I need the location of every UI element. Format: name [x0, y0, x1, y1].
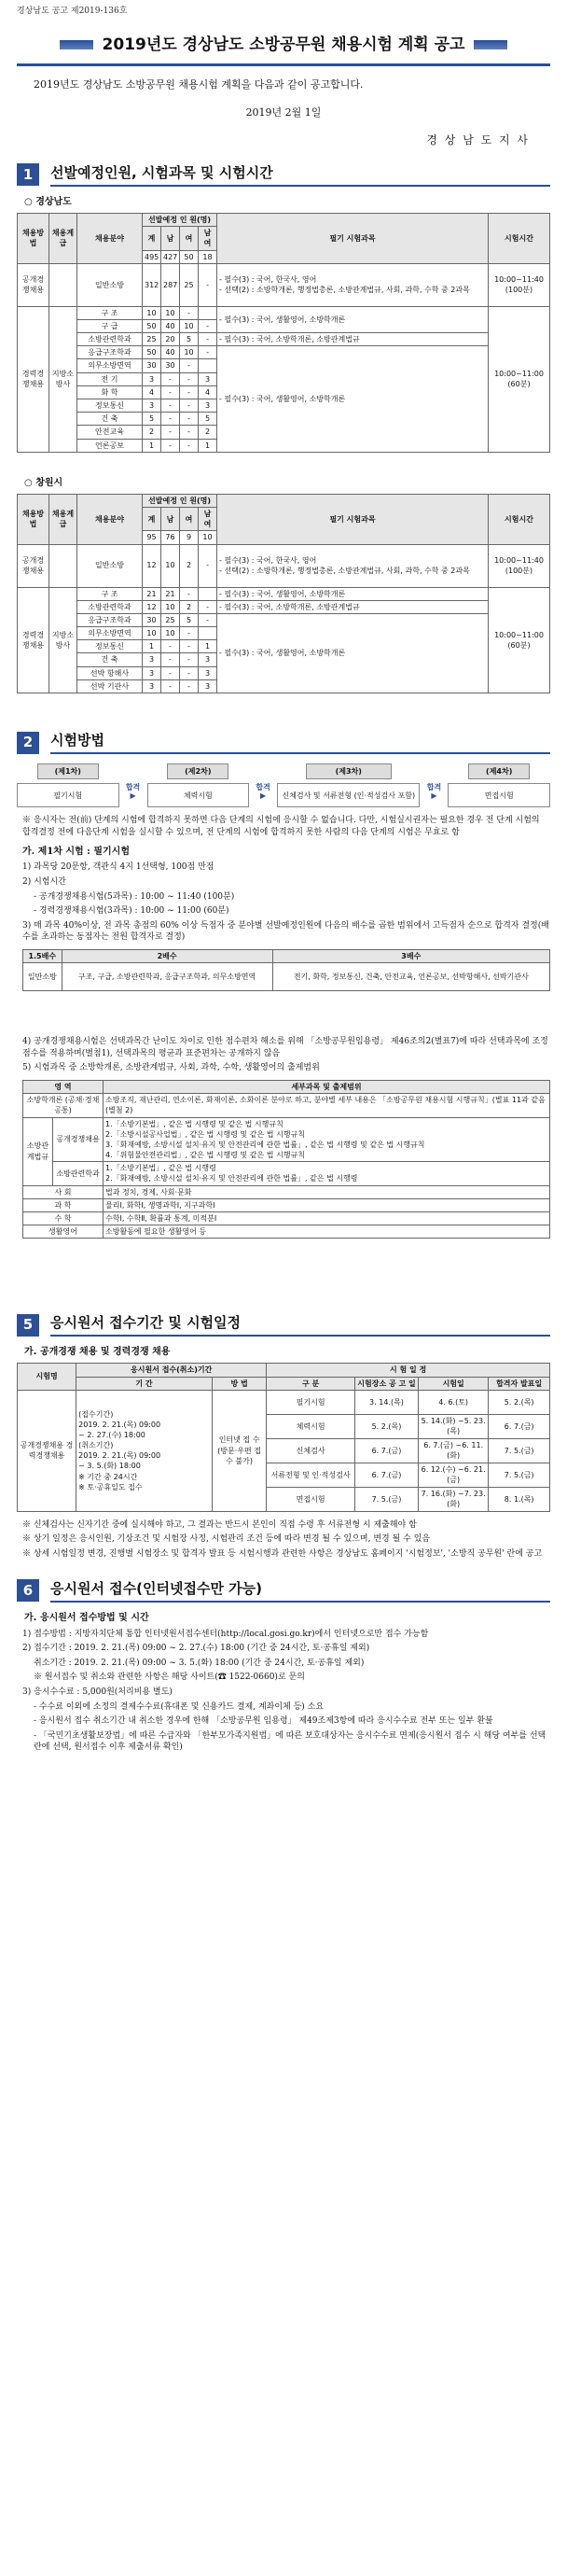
section-number: 2	[17, 732, 39, 754]
th-exam: 시험명	[18, 1364, 76, 1390]
schedule-cell: 5. 14.(화) ~5. 23.(목)	[419, 1414, 489, 1438]
announce-date: 2019년 2월 1일	[245, 105, 322, 119]
field-cell: 소방관련학과	[77, 333, 143, 346]
step-name: 신체검사 및 서류전형 (인·적성검사 포함)	[277, 783, 420, 807]
total-cell: 76	[161, 531, 180, 544]
th-exam-date: 시험일	[419, 1377, 489, 1390]
count-cell: 4	[143, 385, 161, 399]
written-time-public: - 공개경쟁채용시험(5과목) : 10:00 ~ 11:40 (100분)	[34, 891, 235, 902]
title-header	[17, 35, 550, 57]
count-cell: -	[180, 627, 199, 640]
scope-cell: 수학Ⅰ, 수학Ⅱ, 확률과 통계, 미적분Ⅰ	[104, 1212, 550, 1225]
count-cell: 312	[143, 263, 161, 306]
gyeongnam-table	[17, 213, 550, 453]
count-cell: 25	[143, 333, 161, 346]
th-method: 방 법	[212, 1377, 266, 1390]
application-item-3: 3) 응시수수료 : 5,000원(처리비용 별도)	[22, 1687, 173, 1697]
count-cell: 2	[143, 426, 161, 439]
changwon-label: ○ 창원시	[24, 477, 63, 488]
area-cell: 소방관련학과	[53, 1162, 104, 1185]
step-label: (제2차)	[167, 763, 228, 779]
section-1-heading	[17, 163, 550, 187]
count-cell	[199, 306, 217, 319]
total-cell: 95	[143, 531, 161, 544]
scope-line: 3.「화재예방, 소방시설 설치·유지 및 안전관리에 관한 법률」, 같은 법 시행령 및 같은 법 시행규칙	[105, 1140, 425, 1149]
count-cell: 10	[143, 306, 161, 319]
field-cell: 구 급	[77, 319, 143, 332]
count-cell: 287	[161, 263, 180, 306]
th-method: 채용방법	[18, 213, 49, 263]
th-venue-notice: 시험장소 공 고 일	[354, 1377, 418, 1390]
period-line: ~ 2. 27.(수) 18:00	[78, 1430, 145, 1439]
count-cell: 5	[199, 413, 217, 426]
count-cell: 30	[161, 359, 180, 372]
field-cell: 정보통신	[77, 399, 143, 413]
written-item-3: 3) 매 과목 40%이상, 전 과목 총점의 60% 이상 득점자 중 분야별 선발예정인원에 다음의 배수를 곱한 범위에서 고득점자 순으로 합격자 결정(배수를 초과하는 동점자는 전원 합격자로 결정)	[22, 920, 549, 943]
fee-note-2: - 응시원서 접수 취소기간 내 취소한 경우에 한해 「소방공무원 임용령」 제49조제3항에 따라 응시수수료 전부 또는 일부 환불	[34, 1716, 493, 1727]
period-line: ~ 3. 5.(화) 18:00	[78, 1462, 141, 1471]
count-cell: 50	[143, 346, 161, 359]
schedule-subtitle: 가. 공개경쟁 채용 및 경력경쟁 채용	[24, 1347, 171, 1358]
count-cell: 40	[161, 346, 180, 359]
count-cell: 3	[199, 653, 217, 666]
field-cell: 화 학	[77, 385, 143, 399]
th-count: 선발예정 인 원(명)	[143, 494, 217, 507]
th-field: 채용분야	[77, 494, 143, 544]
schedule-cell: 3. 14.(목)	[354, 1390, 418, 1414]
step-label: (제3차)	[306, 763, 392, 779]
count-cell: 50	[143, 319, 161, 332]
count-cell: 12	[143, 600, 161, 613]
count-cell: -	[180, 679, 199, 693]
th-category: 구 분	[267, 1377, 355, 1390]
written-item-2: 2) 시험시간	[22, 877, 66, 887]
count-cell: 1	[199, 439, 217, 452]
count-cell: -	[199, 613, 217, 626]
count-cell: -	[161, 413, 180, 426]
th-period: 기 간	[76, 1377, 213, 1390]
scope-cell: 소방조직, 재난관리, 연소이론, 화재이론, 소화이론 분야로 하고, 분야별 세부 내용은 「소방공무원 채용시험 시행규칙」(별표 11과 같음 (별첨 2)	[104, 1094, 550, 1117]
field-cell: 전 기	[77, 372, 143, 385]
time-cell: 10:00~11:40 (100분)	[489, 544, 550, 587]
count-cell: 1	[199, 640, 217, 653]
count-cell: 3	[199, 372, 217, 385]
area-cell: 공개경쟁채용	[53, 1117, 104, 1162]
total-cell: 427	[161, 250, 180, 263]
field-cell: 선박 기관사	[77, 679, 143, 693]
pass-label: 합격	[426, 783, 442, 792]
subjects-required: - 필수(3) : 국어, 한국사, 영어	[219, 555, 317, 565]
schedule-cell: 5. 2.(목)	[489, 1390, 550, 1414]
count-cell: 25	[180, 263, 199, 306]
changwon-table	[17, 494, 550, 693]
count-cell: -	[180, 399, 199, 413]
th-count: 선발예정 인 원(명)	[143, 213, 217, 226]
period-line: (접수기간)	[78, 1409, 114, 1419]
subjects-cell	[217, 263, 489, 306]
scope-line: 2.「소방시설공사업법」, 같은 법 시행령 및 같은 법 시행규칙	[105, 1129, 305, 1139]
section-6-heading	[17, 1579, 550, 1603]
scope-cell	[104, 1162, 550, 1185]
th-field: 채용분야	[77, 213, 143, 263]
period-line: ※ 토·공휴일도 접수	[78, 1482, 143, 1491]
count-cell: 40	[161, 319, 180, 332]
count-cell: 10	[143, 627, 161, 640]
count-cell: 21	[143, 587, 161, 600]
count-cell: 10	[161, 306, 180, 319]
application-cancel-period: 취소기간 : 2019. 2. 21.(목) 09:00 ~ 3. 5.(화) 18:00 (기간 중 24시간, 토·공휴일 제외)	[34, 1658, 365, 1668]
field-cell: 건 축	[77, 413, 143, 426]
header-divider	[17, 63, 550, 66]
area-cell: 사 회	[23, 1185, 104, 1198]
th-time: 시험시간	[489, 213, 550, 263]
count-cell: 3	[143, 653, 161, 666]
schedule-cell: 6. 12.(수) ~6. 21.(금)	[419, 1463, 489, 1487]
section-number: 6	[17, 1579, 39, 1602]
fee-note-1: - 수수료 이외에 소정의 결제수수료(휴대폰 및 신용카드 결제, 계좌이체 등) 소요	[34, 1701, 325, 1712]
count-cell: 5	[143, 413, 161, 426]
count-cell: -	[180, 306, 199, 319]
th-result-date: 합격자 발표일	[489, 1377, 550, 1390]
step-2	[147, 763, 250, 807]
count-cell: 1	[143, 640, 161, 653]
count-cell: -	[199, 263, 217, 306]
field-cell: 응급구조학과	[77, 346, 143, 359]
gyeongnam-label: ○ 경상남도	[24, 196, 72, 207]
th-area: 영 역	[23, 1080, 104, 1093]
step-label: (제1차)	[37, 763, 99, 779]
field-cell: 선박 항해사	[77, 666, 143, 679]
th-multiplier: 2배수	[62, 949, 272, 962]
subjects-cell: - 필수(3) : 국어, 소방학개론, 소방관계법규	[217, 600, 489, 613]
pass-arrow: 합격 ▶	[125, 783, 141, 800]
schedule-cell: 신체검사	[267, 1438, 355, 1463]
subjects-cell: - 필수(3) : 국어, 생활영어, 소방학개론	[217, 306, 489, 332]
count-cell: 10	[161, 544, 180, 587]
th-schedule: 시 험 일 정	[267, 1364, 550, 1377]
th-subjects: 필기 시험과목	[217, 494, 489, 544]
area-cell: 수 학	[23, 1212, 104, 1225]
section-2-heading	[17, 731, 550, 754]
th-total: 계	[143, 227, 161, 250]
application-subtitle: 가. 응시원서 접수방법 및 시간	[24, 1612, 149, 1623]
count-cell: -	[199, 346, 217, 359]
th-subjects: 필기 시험과목	[217, 213, 489, 263]
multiplier-cell: 구조, 구급, 소방관련학과, 응급구조학과, 의무소방면역	[62, 963, 272, 991]
period-cell	[76, 1390, 213, 1511]
count-cell: -	[161, 426, 180, 439]
written-item-4: 4) 공개경쟁채용시험은 선택과목간 난이도 차이로 인한 점수편차 해소를 위해 「소방공무원임용령」 제46조의2(별표7)에 따라 선택과목에 조정점수를 적용하며(별첨1), 선택과목의 평균과 표준편차는 공개하지 않음	[22, 1037, 548, 1058]
method-cell: 인터넷 접 수 (방문·우편 접수 불가)	[212, 1390, 266, 1511]
count-cell: -	[180, 385, 199, 399]
schedule-cell: 서류전형 및 인·적성검사	[267, 1463, 355, 1487]
schedule-note-2: ※ 상기 일정은 응시인원, 기상조건 및 시험장 사정, 시험관리 조건 등에 따라 변경 될 수 있으며, 변경 될 수 있음	[22, 1534, 431, 1545]
scope-table	[22, 1080, 550, 1239]
field-cell: 구 조	[77, 587, 143, 600]
schedule-cell: 6. 7.(금)	[489, 1414, 550, 1438]
count-cell: -	[161, 653, 180, 666]
period-line: (취소기간)	[78, 1441, 114, 1450]
step-4	[448, 763, 550, 807]
count-cell: -	[161, 399, 180, 413]
field-cell: 소방관련학과	[77, 600, 143, 613]
pass-label: 합격	[256, 783, 270, 792]
schedule-note-1: ※ 신체검사는 신자기간 중에 실시해야 하고, 그 결과는 반드시 본인이 직접 수령 후 서류전형 시 제출해야 함	[22, 1519, 417, 1530]
schedule-cell: 7. 5.(금)	[489, 1463, 550, 1487]
subjects-cell: - 필수(3) : 국어, 생활영어, 소방학개론	[217, 346, 489, 453]
count-cell: -	[180, 587, 199, 600]
subjects-cell: - 필수(3) : 국어, 생활영어, 소방학개론	[217, 613, 489, 693]
total-cell: 495	[143, 250, 161, 263]
time-cell: 10:00~11:00 (60분)	[489, 587, 550, 693]
count-cell: 10	[180, 319, 199, 332]
exam-steps	[17, 763, 550, 807]
step-3	[277, 763, 420, 807]
count-cell: -	[199, 544, 217, 587]
count-cell: -	[180, 359, 199, 372]
schedule-note-3: ※ 상세 시험일정 변경, 진행별 시험장소 및 합격자 발표 등 시험시행과 관련한 사항은 경상남도 홈페이지 '시험정보', '소방직 공무원' 란에 공고	[22, 1548, 543, 1559]
count-cell: -	[180, 372, 199, 385]
step-name: 체력시험	[147, 783, 250, 807]
total-cell: 9	[180, 531, 199, 544]
multiplier-table	[22, 949, 550, 991]
scope-cell: 법과 정치, 경제, 사회·문화	[104, 1185, 550, 1198]
area-cell: 과 학	[23, 1198, 104, 1211]
area-cell: 소방학개론 (공채·경채 공통)	[23, 1094, 104, 1117]
count-cell: 3	[143, 372, 161, 385]
subjects-cell: - 필수(3) : 국어, 생활영어, 소방학개론	[217, 587, 489, 600]
count-cell: 3	[143, 399, 161, 413]
section-number: 5	[17, 1314, 39, 1337]
time-cell: 10:00~11:00 (60분)	[489, 306, 550, 452]
page-title: 2019년도 경상남도 소방공무원 채용시험 계획 공고	[102, 35, 465, 54]
schedule-cell: 5. 2.(목)	[354, 1414, 418, 1438]
count-cell: 2	[180, 544, 199, 587]
application-item-2: 2) 접수기간 : 2019. 2. 21.(목) 09:00 ~ 2. 27.(수) 18:00 (기간 중 24시간, 토·공휴일 제외)	[22, 1644, 370, 1654]
pass-label: 합격	[125, 783, 141, 792]
count-cell: -	[199, 319, 217, 332]
count-cell: -	[180, 439, 199, 452]
written-exam-heading: 가. 제1차 시험 : 필기시험	[22, 847, 130, 858]
field-cell: 언론공보	[77, 439, 143, 452]
method-cell: 공개경쟁채용	[18, 544, 49, 587]
th-male: 남	[161, 507, 180, 530]
written-item-1: 1) 과목당 20문항, 객관식 4지 1선택형, 100점 만점	[22, 862, 214, 873]
count-cell: -	[180, 413, 199, 426]
count-cell: 3	[199, 679, 217, 693]
th-rank: 채용계급	[49, 213, 77, 263]
schedule-cell: 6. 7.(금) ~6. 11.(화)	[419, 1438, 489, 1463]
header-bar-right	[474, 40, 507, 49]
count-cell: 5	[180, 613, 199, 626]
schedule-cell: 4. 6.(토)	[419, 1390, 489, 1414]
field-cell: 의무소방면역	[77, 627, 143, 640]
count-cell: 10	[180, 346, 199, 359]
count-cell: 3	[199, 399, 217, 413]
section-title: 시험방법	[50, 731, 550, 754]
count-cell: 30	[143, 613, 161, 626]
time-cell: 10:00~11:40 (100분)	[489, 263, 550, 306]
field-cell: 정보통신	[77, 640, 143, 653]
schedule-cell: 7. 16.(화) ~7. 23.(화)	[419, 1487, 489, 1511]
scope-line: 1.「소방기본법」, 같은 법 시행령	[105, 1164, 216, 1173]
section-number: 1	[17, 163, 39, 186]
count-cell: 5	[180, 333, 199, 346]
schedule-cell: 6. 7.(금)	[354, 1463, 418, 1487]
schedule-cell: 8. 1.(목)	[489, 1487, 550, 1511]
count-cell: 1	[143, 439, 161, 452]
subjects-required: - 필수(3) : 국어, 한국사, 영어	[219, 275, 317, 285]
scope-line: 1.「소방기본법」, 같은 법 시행령 및 같은 법 시행규칙	[105, 1119, 284, 1128]
count-cell: 3	[199, 666, 217, 679]
multiplier-cell: 일반소방	[23, 963, 62, 991]
count-cell: -	[161, 439, 180, 452]
exam-name-cell: 공개경쟁채용 경력경쟁채용	[18, 1390, 76, 1511]
step-name: 면접시험	[448, 783, 550, 807]
method-cell: 경력경쟁채용	[18, 587, 49, 693]
field-cell: 구 조	[77, 306, 143, 319]
subjects-cell	[217, 544, 489, 587]
subjects-elective: - 선택(2) : 소방학개론, 행정법총론, 소방관계법규, 사회, 과학, 수학 중 2과목	[219, 567, 470, 576]
th-male: 남	[161, 227, 180, 250]
period-line: 2019. 2. 21.(목) 09:00	[78, 1451, 161, 1461]
scope-cell: 물리Ⅰ, 화학Ⅰ, 생명과학Ⅰ, 지구과학Ⅰ	[104, 1198, 550, 1211]
th-multiplier: 1.5배수	[23, 949, 62, 962]
count-cell: -	[180, 426, 199, 439]
scope-cell: 소방활동에 필요한 생활영어 등	[104, 1225, 550, 1239]
count-cell: 30	[143, 359, 161, 372]
count-cell: -	[161, 666, 180, 679]
schedule-cell: 6. 7.(금)	[354, 1438, 418, 1463]
field-cell: 안전교육	[77, 426, 143, 439]
count-cell	[199, 587, 217, 600]
application-contact-note: ※ 원서접수 및 취소와 관련한 사항은 해당 사이트(☎ 1522-0660)로 문의	[34, 1673, 305, 1683]
count-cell: 10	[161, 627, 180, 640]
th-female: 여	[180, 227, 199, 250]
count-cell: 20	[161, 333, 180, 346]
th-female: 여	[180, 507, 199, 530]
field-cell: 응급구조학과	[77, 613, 143, 626]
count-cell: -	[180, 653, 199, 666]
th-rank: 채용계급	[49, 494, 77, 544]
schedule-cell: 체력시험	[267, 1414, 355, 1438]
multiplier-cell: 전기, 화학, 정보통신, 건축, 안전교육, 언론공보, 선박항해사, 선박기관사	[272, 963, 549, 991]
th-multiplier: 3배수	[272, 949, 549, 962]
th-total: 계	[143, 507, 161, 530]
application-item-1: 1) 접수방법 : 지방자치단체 통합 인터넷원서접수센터(http://local.gosi.go.kr)에서 인터넷으로만 접수 가능함	[22, 1629, 429, 1639]
count-cell: 12	[143, 544, 161, 587]
count-cell: 10	[161, 600, 180, 613]
th-either: 남여	[199, 507, 217, 530]
schedule-table	[17, 1363, 550, 1511]
scope-cell	[104, 1117, 550, 1162]
count-cell	[199, 627, 217, 640]
count-cell: 3	[143, 666, 161, 679]
count-cell: -	[161, 372, 180, 385]
area-group-cell: 소방관계법규	[23, 1117, 53, 1185]
field-cell: 일반소방	[77, 544, 143, 587]
field-cell: 의무소방면역	[77, 359, 143, 372]
total-cell: 18	[199, 250, 217, 263]
th-method: 채용방법	[18, 494, 49, 544]
scope-line: 4.「위험물안전관리법」, 같은 법 시행령 및 같은 법 시행규칙	[105, 1151, 305, 1160]
header-bar-left	[60, 40, 93, 49]
count-cell: 4	[199, 385, 217, 399]
announcement-number: 경상남도 공고 제2019-136호	[17, 7, 128, 16]
section-title: 선발예정인원, 시험과목 및 시험시간	[50, 163, 550, 187]
count-cell: -	[199, 333, 217, 346]
th-application: 응시원서 접수(취소)기간	[76, 1364, 267, 1377]
count-cell: 25	[161, 613, 180, 626]
count-cell: 3	[143, 679, 161, 693]
written-time-career: - 경력경쟁채용시험(3과목) : 10:00 ~ 11:00 (60분)	[34, 906, 229, 917]
count-cell: -	[180, 640, 199, 653]
schedule-cell: 필기시험	[267, 1390, 355, 1414]
th-either: 남여	[199, 227, 217, 250]
total-cell: 10	[199, 531, 217, 544]
count-cell: 21	[161, 587, 180, 600]
scope-line: 2.「화재예방, 소방시설 설치·유지 및 안전관리에 관한 법률」, 같은 법 시행령	[105, 1174, 358, 1183]
fee-note-3: - 「국민기초생활보장법」에 따른 수급자와 「한부모가족지원법」에 따른 보호대상자는 응시수수료 면제(응시원서 접수 시 해당 여부를 선택란에 선택, 원서접수 이후 제출서류 확인)	[34, 1730, 546, 1753]
method-cell: 공개경쟁채용	[18, 263, 49, 306]
count-cell: -	[161, 640, 180, 653]
period-line: ※ 기간 중 24시간	[78, 1472, 138, 1481]
period-line: 2019. 2. 21.(목) 09:00	[78, 1420, 161, 1429]
intro-text: 2019년도 경상남도 소방공무원 채용시험 계획을 다음과 같이 공고합니다.	[34, 78, 364, 91]
steps-note: ※ 응시자는 전(前) 단계의 시험에 합격하지 못하면 다음 단계의 시험에 응시할 수 없습니다. 다만, 시험실시권자는 필요한 경우 전 단계 시험의 합격결정 전에 다음단계 시험을 실시할 수 있으며, 전 단계의 시험에 합격하지 못한 사람의 다음 단계의 시험은 무효로 함	[22, 816, 540, 837]
count-cell: -	[180, 666, 199, 679]
count-cell: -	[161, 385, 180, 399]
rank-cell: 지방소방사	[49, 587, 77, 693]
step-label: (제4차)	[468, 763, 530, 779]
count-cell: -	[161, 679, 180, 693]
step-1	[17, 763, 119, 807]
pass-arrow: 합격 ▶	[256, 783, 270, 800]
section-title: 응시원서 접수기간 및 시험일정	[50, 1313, 550, 1337]
section-title: 응시원서 접수(인터넷접수만 가능)	[50, 1579, 550, 1603]
th-time: 시험시간	[489, 494, 550, 544]
schedule-cell: 7. 5.(금)	[354, 1487, 418, 1511]
step-name: 필기시험	[17, 783, 119, 807]
subjects-elective: - 선택(2) : 소방학개론, 행정법총론, 소방관계법규, 사회, 과학, 수학 중 2과목	[219, 286, 470, 295]
th-scope: 세부과목 및 출제범위	[104, 1080, 550, 1093]
rank-cell: 지방소방사	[49, 306, 77, 452]
issuer: 경 상 남 도 지 사	[426, 133, 530, 147]
count-cell: 2	[180, 600, 199, 613]
area-cell: 생활영어	[23, 1225, 104, 1239]
rank-cell	[49, 544, 77, 587]
count-cell	[199, 359, 217, 372]
total-cell: 50	[180, 250, 199, 263]
pass-arrow: 합격 ▶	[426, 783, 442, 800]
schedule-cell: 7. 5.(금)	[489, 1438, 550, 1463]
count-cell: 2	[199, 426, 217, 439]
rank-cell	[49, 263, 77, 306]
field-cell: 건 축	[77, 653, 143, 666]
schedule-cell: 면접시험	[267, 1487, 355, 1511]
section-5-heading	[17, 1313, 550, 1337]
method-cell: 경력경쟁채용	[18, 306, 49, 452]
count-cell: -	[199, 600, 217, 613]
field-cell: 일반소방	[77, 263, 143, 306]
written-item-5: 5) 시험과목 중 소방학개론, 소방관계법규, 사회, 과학, 수학, 생활영어의 출제범위	[22, 1063, 320, 1073]
subjects-cell: - 필수(3) : 국어, 소방학개론, 소방관계법규	[217, 333, 489, 346]
